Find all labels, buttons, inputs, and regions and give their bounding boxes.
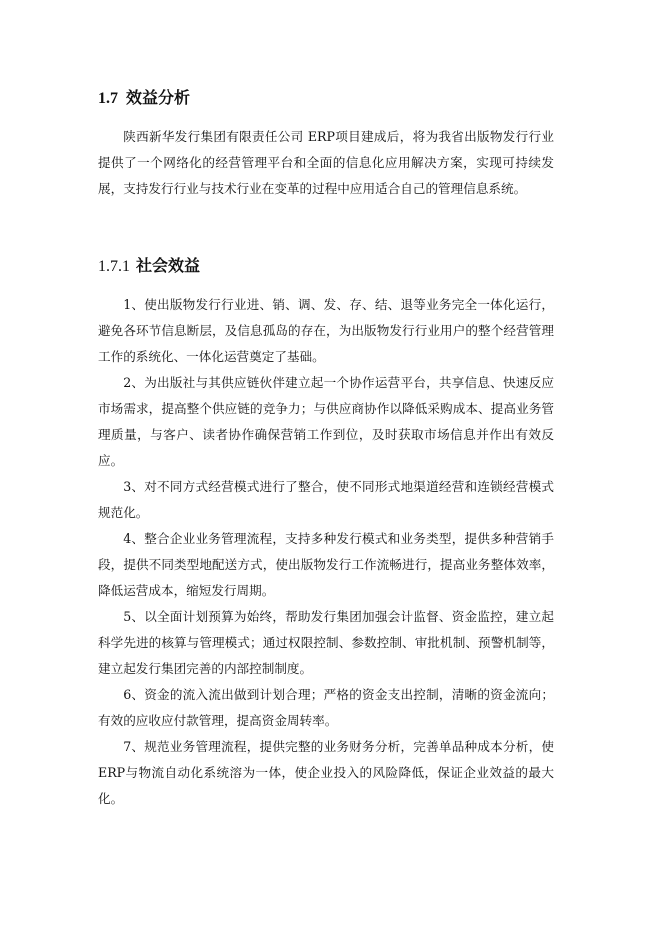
subsection-heading xyxy=(98,256,200,277)
benefit-item-4: 4、整合企业业务管理流程，支持多种发行模式和业务类型，提供多种营销手段，提供不同类型地配送方式，使出版物发行工作流畅进行，提高业务整体效率，降低运营成本，缩短发行周期。 xyxy=(98,531,554,598)
subsection-number: 1.7.1 xyxy=(98,258,130,275)
benefit-item-6: 6、资金的流入流出做到计划合理；严格的资金支出控制，清晰的资金流向；有效的应收应付款管理，提高资金周转率。 xyxy=(98,687,554,728)
benefit-item-1: 1、使出版物发行行业进、销、调、发、存、结、退等业务完全一体化运行，避免各环节信息断层，及信息孤岛的存在，为出版物发行行业用户的整个经营管理工作的系统化、一体化运营奠定了基础。 xyxy=(98,297,554,364)
benefit-item-2: 2、为出版社与其供应链伙伴建立起一个协作运营平台，共享信息、快速反应市场需求，提高整个供应链的竞争力；与供应商协作以降低采购成本、提高业务管理质量，与客户、读者协作确保营销工作到位，及时获取市场信息并作出有效反应。 xyxy=(98,375,554,468)
section-intro-paragraph: 陕西新华发行集团有限责任公司 ERP项目建成后，将为我省出版物发行行业提供了一个网络化的经营管理平台和全面的信息化应用解决方案，实现可持续发展，支持发行行业与技术行业在变革的过程中应用适合自己的管理信息系统。 xyxy=(98,129,554,196)
section-number: 1.7 xyxy=(98,90,118,107)
benefit-item-3: 3、对不同方式经营模式进行了整合，使不同形式地渠道经营和连锁经营模式规范化。 xyxy=(98,479,554,520)
section-title: 效益分析 xyxy=(126,88,191,107)
benefit-item-7: 7、规范业务管理流程，提供完整的业务财务分析，完善单品种成本分析，使 ERP与物流自动化系统溶为一体，使企业投入的风险降低，保证企业效益的最大化。 xyxy=(98,739,554,806)
section-heading xyxy=(98,88,190,109)
benefit-item-5: 5、以全面计划预算为始终，帮助发行集团加强会计监督、资金监控，建立起科学先进的核算与管理模式；通过权限控制、参数控制、审批机制、预警机制等，建立起发行集团完善的内部控制制度。 xyxy=(98,609,554,676)
subsection-title: 社会效益 xyxy=(136,256,201,275)
